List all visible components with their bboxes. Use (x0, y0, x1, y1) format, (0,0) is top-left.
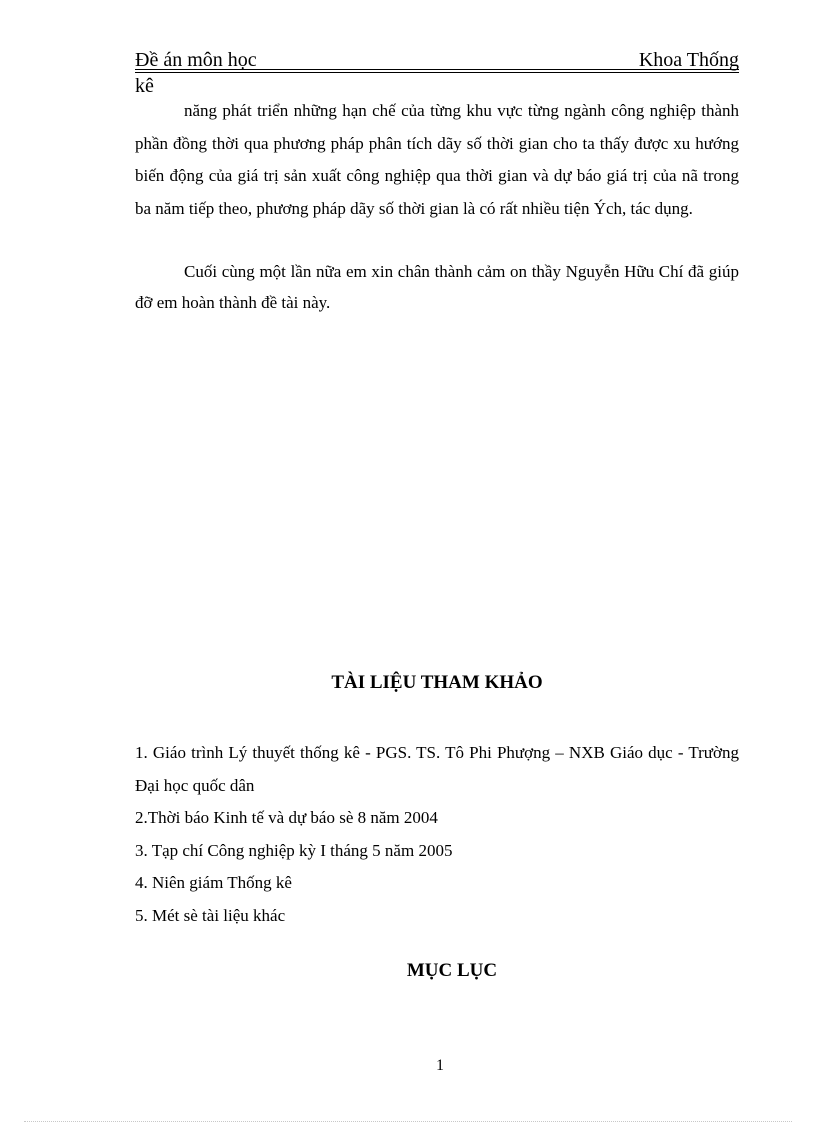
references-heading: TÀI LIỆU THAM KHẢO (331, 672, 543, 693)
conclusion-paragraph: năng phát triển những hạn chế của từng khu vực từng ngành công nghiệp thành phần đồng thời qua phương pháp phân tích dãy số thời gian cho ta thấy được xu hướng biến động của giá trị sản xuất công nghiệp qua thời gian và dự báo giá trị của nã trong ba năm tiếp theo, phương pháp dãy số thời gian là có rất nhiều tiện Ých, tác dụng. (135, 101, 739, 218)
header-course-title: Đề án môn học (135, 49, 257, 71)
page-bottom-edge (24, 1121, 792, 1122)
references-list (135, 737, 739, 933)
thanks-paragraph: Cuối cùng một lần nữa em xin chân thành cảm on thầy Nguyễn Hữu Chí đã giúp đỡ em hoàn thành đề tài này. (135, 262, 739, 312)
header-rule (135, 69, 739, 70)
header-faculty-name: Khoa Thống (638, 49, 739, 71)
reference-item: 1. Giáo trình Lý thuyết thống kê - PGS. TS. Tô Phi Phượng – NXB Giáo dục - Trường Đại học quốc dân (135, 743, 739, 795)
toc-heading: MỤC LỤC (406, 960, 498, 981)
reference-item: 5. Mét sè tài liệu khác (135, 905, 286, 925)
header-faculty-continuation: kê (135, 75, 154, 97)
header-rule-double (135, 72, 739, 73)
reference-item: 3. Tạp chí Công nghiệp kỳ I tháng 5 năm 2005 (135, 840, 453, 860)
page-header (135, 48, 739, 74)
reference-item: 2.Thời báo Kinh tế và dự báo sè 8 năm 2004 (135, 808, 438, 828)
page-number: 1 (436, 1057, 444, 1074)
reference-item: 4. Niên giám Thống kê (135, 873, 292, 893)
